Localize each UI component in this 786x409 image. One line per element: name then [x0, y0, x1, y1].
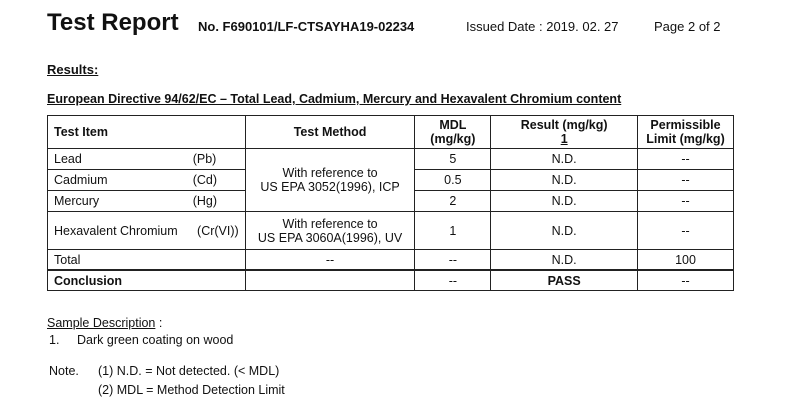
total-limit: 100	[638, 250, 734, 271]
header-test-item: Test Item	[48, 116, 246, 149]
conclusion-method	[245, 270, 415, 291]
total-item: Total	[48, 250, 246, 271]
row-mdl: 2	[415, 191, 491, 212]
method-a-line1: With reference to	[282, 166, 378, 180]
note-line-2: (2) MDL = Method Detection Limit	[98, 383, 285, 397]
header-limit-line2: Limit (mg/kg)	[646, 132, 725, 146]
row-item: Cadmium	[54, 173, 108, 187]
sample-item	[49, 333, 233, 347]
row-limit: --	[638, 149, 734, 170]
method-b-line2: US EPA 3060A(1996), UV	[257, 230, 403, 245]
sample-item-desc: Dark green coating on wood	[77, 333, 234, 347]
row-symbol: (Hg)	[192, 194, 218, 208]
row-limit: --	[638, 191, 734, 212]
header-mdl-line1: MDL	[439, 118, 467, 132]
row-result: N.D.	[491, 149, 638, 170]
table-row	[48, 149, 734, 170]
total-method: --	[245, 250, 415, 271]
method-cell-a	[245, 149, 415, 212]
header-mdl	[415, 116, 491, 149]
table-header-row	[48, 116, 734, 149]
row-item: Lead	[54, 152, 82, 166]
page-indicator: Page 2 of 2	[654, 19, 721, 34]
header-mdl-line2: (mg/kg)	[430, 132, 476, 146]
row-limit: --	[638, 212, 734, 250]
row-mdl: 1	[415, 212, 491, 250]
method-a-line2: US EPA 3052(1996), ICP	[260, 180, 400, 194]
header-limit	[638, 116, 734, 149]
header-result-line1: Result (mg/kg)	[520, 118, 608, 132]
conclusion-result: PASS	[491, 270, 638, 291]
note-1-text: (1) N.D. = Not detected. (< MDL)	[98, 364, 280, 378]
row-item: Hexavalent Chromium	[54, 223, 178, 238]
results-heading: Results:	[47, 62, 99, 77]
sample-item-number: 1.	[49, 333, 60, 347]
total-mdl: --	[415, 250, 491, 271]
conclusion-row	[48, 270, 734, 291]
note-line-1	[49, 364, 279, 378]
row-symbol: (Cd)	[192, 173, 218, 187]
row-symbol: (Cr(VI))	[197, 223, 239, 238]
directive-heading: European Directive 94/62/EC – Total Lead, Cadmium, Mercury and Hexavalent Chromium content	[47, 92, 622, 106]
header-test-method: Test Method	[245, 116, 415, 149]
sample-heading-text: Sample Description	[47, 316, 156, 330]
method-b-line1: With reference to	[282, 216, 378, 231]
header-result-line2: 1	[560, 132, 568, 146]
report-title: Test Report	[47, 9, 179, 36]
conclusion-mdl: --	[415, 270, 491, 291]
header-limit-line1: Permissible	[650, 118, 721, 132]
row-mdl: 5	[415, 149, 491, 170]
sample-description-heading	[47, 316, 162, 330]
sample-heading-suffix: :	[155, 316, 163, 330]
total-result: N.D.	[491, 250, 638, 271]
row-item: Mercury	[54, 194, 100, 208]
report-number: No. F690101/LF-CTSAYHA19-02234	[198, 19, 415, 34]
method-cell-b	[245, 212, 415, 250]
row-symbol: (Pb)	[192, 152, 217, 166]
total-row	[48, 250, 734, 271]
row-result: N.D.	[491, 191, 638, 212]
results-table	[47, 115, 734, 291]
table-row	[48, 212, 734, 250]
conclusion-label: Conclusion	[48, 270, 246, 291]
note-label: Note.	[49, 364, 79, 378]
header-result	[491, 116, 638, 149]
row-limit: --	[638, 170, 734, 191]
row-mdl: 0.5	[415, 170, 491, 191]
issued-date: Issued Date : 2019. 02. 27	[466, 19, 619, 34]
row-result: N.D.	[491, 212, 638, 250]
conclusion-limit: --	[638, 270, 734, 291]
row-result: N.D.	[491, 170, 638, 191]
